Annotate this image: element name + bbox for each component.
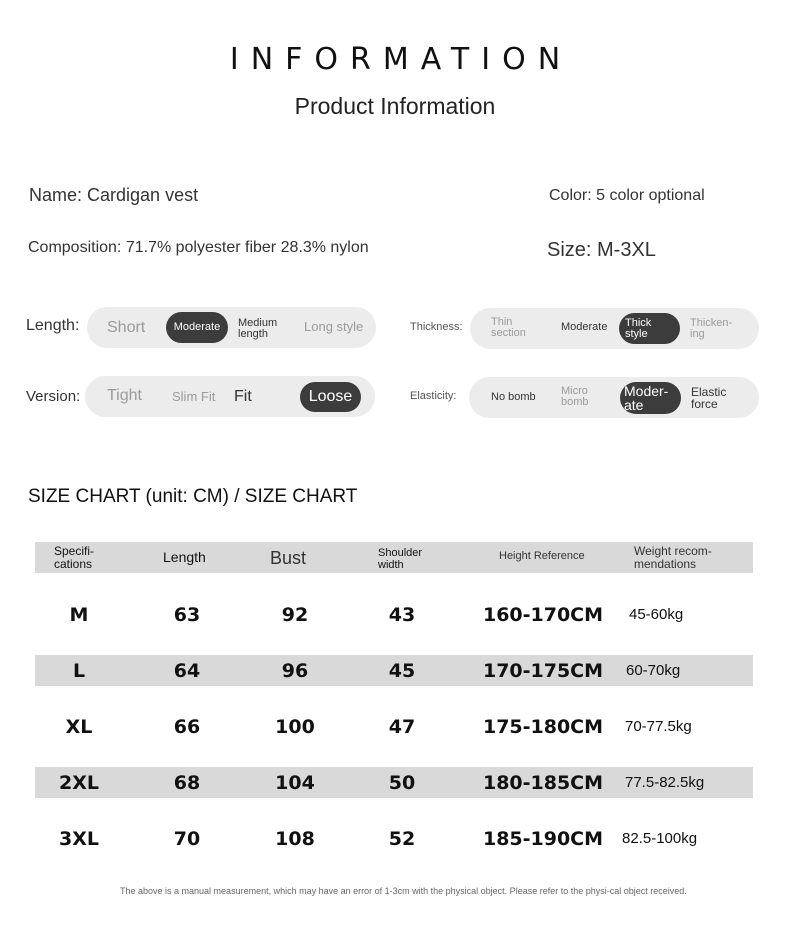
measurement-footnote: The above is a manual measurement, which may have an error of 1-3cm with the physical object. Please refer to the physi-cal object received.	[120, 886, 687, 896]
subheadline: Product Information	[294, 93, 496, 119]
cell-weight: 77.5-82.5kg	[625, 774, 705, 791]
cell-shoulder: 52	[388, 827, 416, 850]
version-option-loose: Loose	[300, 382, 361, 412]
thickness-option-thick: Thick style	[619, 313, 680, 344]
cell-height: 160-170CM	[482, 603, 604, 626]
elasticity-option-no-bomb: No bomb	[491, 391, 536, 403]
header-length: Length	[163, 549, 206, 565]
cell-length: 70	[173, 827, 201, 850]
thickness-label: Thickness:	[410, 321, 463, 333]
header-specifications: Specifi-cations	[54, 544, 95, 571]
length-option-long: Long style	[304, 319, 364, 334]
product-size: Size: M-3XL	[547, 239, 656, 261]
table-row	[35, 767, 753, 798]
header-height-reference: Height Reference	[499, 550, 585, 562]
cell-size: L	[72, 659, 86, 682]
table-header	[35, 542, 753, 573]
version-selector	[85, 376, 375, 417]
thickness-option-thin: Thin section	[491, 316, 526, 339]
table-row	[35, 823, 753, 854]
cell-length: 63	[173, 603, 201, 626]
cell-length: 68	[173, 771, 201, 794]
thickness-selector	[470, 308, 759, 349]
version-option-fit: Fit	[234, 388, 252, 405]
header-bust: Bust	[270, 548, 307, 568]
header-weight-recommendations: Weight recom-mendations	[634, 544, 712, 571]
cell-size: M	[69, 603, 89, 626]
cell-size: 3XL	[59, 827, 99, 850]
cell-size: XL	[65, 715, 93, 738]
cell-bust: 104	[275, 771, 315, 794]
product-name: Name: Cardigan vest	[29, 185, 199, 205]
cell-shoulder: 45	[388, 659, 416, 682]
cell-weight: 45-60kg	[629, 606, 684, 623]
cell-length: 66	[173, 715, 201, 738]
cell-bust: 96	[281, 659, 309, 682]
cell-size: 2XL	[59, 771, 99, 794]
cell-bust: 108	[275, 827, 315, 850]
product-composition: Composition: 71.7% polyester fiber 28.3% nylon	[28, 239, 369, 256]
size-chart-title: SIZE CHART (unit: CM) / SIZE CHART	[28, 486, 358, 507]
product-color: Color: 5 color optional	[549, 187, 705, 204]
cell-height: 175-180CM	[482, 715, 604, 738]
cell-weight: 60-70kg	[626, 662, 681, 679]
length-label: Length:	[26, 317, 80, 334]
length-option-medium: Medium length	[238, 317, 278, 340]
table-row	[35, 711, 753, 742]
headline: INFORMATION	[229, 42, 573, 77]
elasticity-option-elastic-force: Elastic force	[691, 385, 727, 411]
thickness-option-moderate: Moderate	[561, 321, 608, 333]
version-option-slim-fit: Slim Fit	[172, 389, 216, 404]
cell-length: 64	[173, 659, 201, 682]
cell-height: 170-175CM	[482, 659, 604, 682]
thickness-option-thickening: Thicken-ing	[690, 317, 733, 340]
cell-shoulder: 47	[388, 715, 416, 738]
length-option-moderate: Moderate	[166, 312, 228, 343]
elasticity-option-moderate: Moder-ate	[620, 382, 681, 414]
header-shoulder-width: Shoulder width	[378, 547, 423, 571]
version-option-tight: Tight	[107, 387, 142, 404]
length-selector	[87, 307, 376, 348]
elasticity-selector	[469, 377, 759, 418]
elasticity-option-micro-bomb: Micro bomb	[561, 385, 589, 408]
cell-bust: 100	[275, 715, 315, 738]
cell-shoulder: 43	[388, 603, 416, 626]
length-option-short: Short	[107, 319, 146, 336]
cell-height: 185-190CM	[482, 827, 604, 850]
cell-weight: 70-77.5kg	[625, 718, 692, 735]
cell-shoulder: 50	[388, 771, 416, 794]
table-row	[35, 599, 753, 630]
version-label: Version:	[26, 388, 81, 405]
cell-weight: 82.5-100kg	[622, 830, 698, 847]
table-row	[35, 655, 753, 686]
elasticity-label: Elasticity:	[410, 390, 457, 402]
cell-bust: 92	[281, 603, 309, 626]
cell-height: 180-185CM	[482, 771, 604, 794]
